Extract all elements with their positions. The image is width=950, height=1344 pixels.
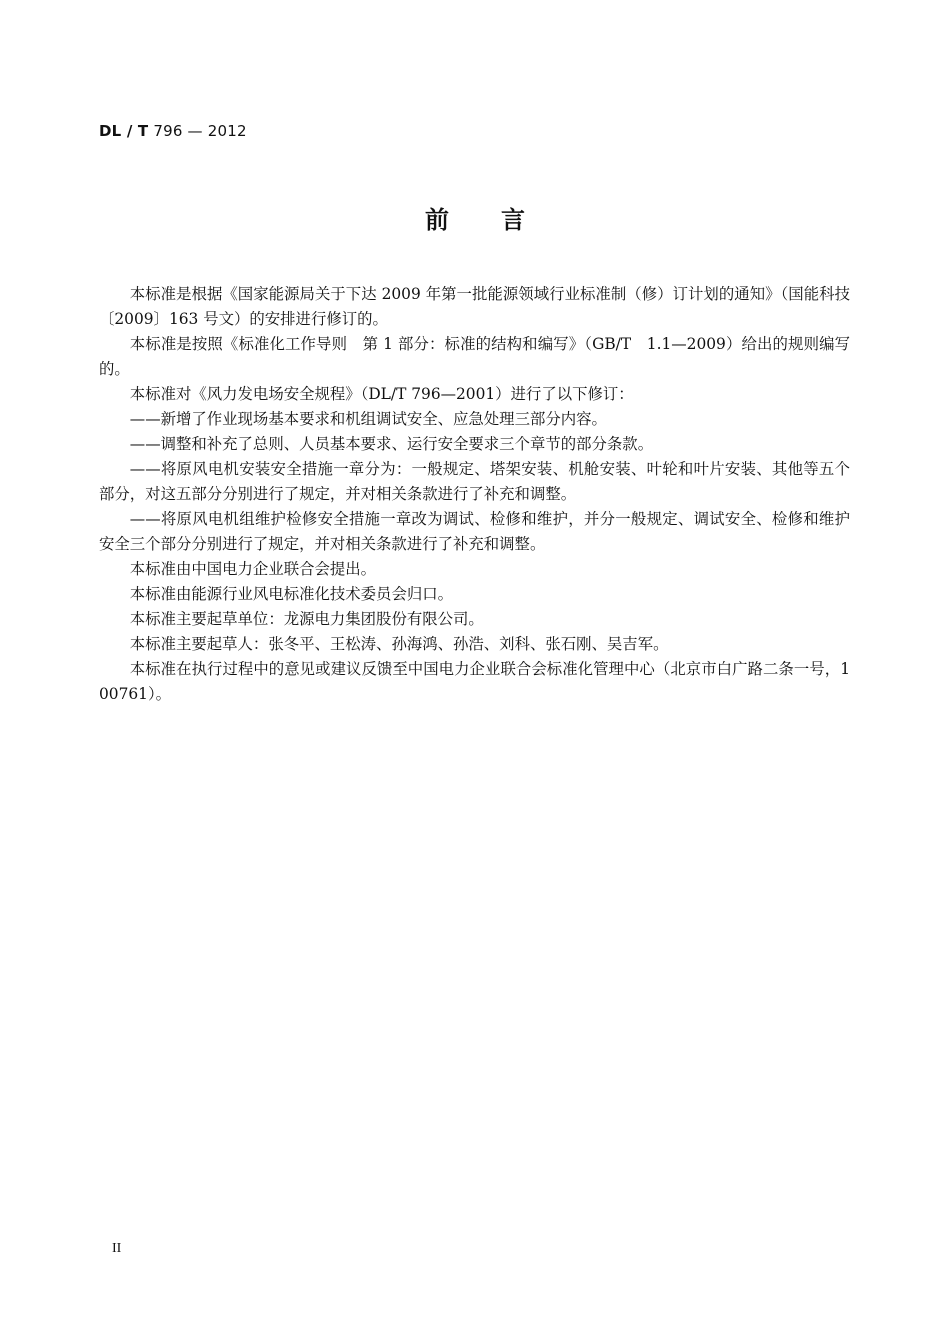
paragraph: 本标准对《风力发电场安全规程》（DL/T 796—2001）进行了以下修订： bbox=[129, 385, 634, 403]
paragraph: 本标准由中国电力企业联合会提出。 bbox=[129, 560, 377, 578]
paragraph: 本标准由能源行业风电标准化技术委员会归口。 bbox=[129, 585, 454, 603]
paragraph: ——调整和补充了总则、人员基本要求、运行安全要求三个章节的部分条款。 bbox=[129, 435, 654, 453]
paragraph: 本标准主要起草单位：龙源电力集团股份有限公司。 bbox=[129, 610, 484, 628]
paragraph: ——新增了作业现场基本要求和机组调试安全、应急处理三部分内容。 bbox=[129, 410, 607, 428]
standard-code bbox=[99, 122, 247, 140]
paragraph: 本标准是根据《国家能源局关于下达 2009 年第一批能源领域行业标准制（修）订计划的通知》（国能科技〔2009〕163 号文）的安排进行修订的。 bbox=[99, 285, 850, 328]
standard-code-number: 796 — 2012 bbox=[148, 122, 247, 140]
page-number: II bbox=[112, 1241, 122, 1256]
foreword-body bbox=[99, 282, 850, 707]
paragraph: 本标准是按照《标准化工作导则 第 1 部分：标准的结构和编写》（GB/T 1.1—2009）给出的规则编写的。 bbox=[99, 335, 850, 378]
paragraph: ——将原风电机安装安全措施一章分为：一般规定、塔架安装、机舱安装、叶轮和叶片安装、其他等五个部分，对这五部分分别进行了规定，并对相关条款进行了补充和调整。 bbox=[99, 460, 850, 503]
paragraph: 本标准主要起草人：张冬平、王松涛、孙海鸿、孙浩、刘科、张石刚、吴吉军。 bbox=[129, 635, 669, 653]
standard-code-prefix: DL / T bbox=[99, 122, 149, 140]
paragraph: 本标准在执行过程中的意见或建议反馈至中国电力企业联合会标准化管理中心（北京市白广路二条一号，100761）。 bbox=[99, 660, 850, 703]
paragraph: ——将原风电机组维护检修安全措施一章改为调试、检修和维护，并分一般规定、调试安全、检修和维护安全三个部分分别进行了规定，并对相关条款进行了补充和调整。 bbox=[99, 510, 850, 553]
page-title: 前言 bbox=[425, 206, 577, 234]
